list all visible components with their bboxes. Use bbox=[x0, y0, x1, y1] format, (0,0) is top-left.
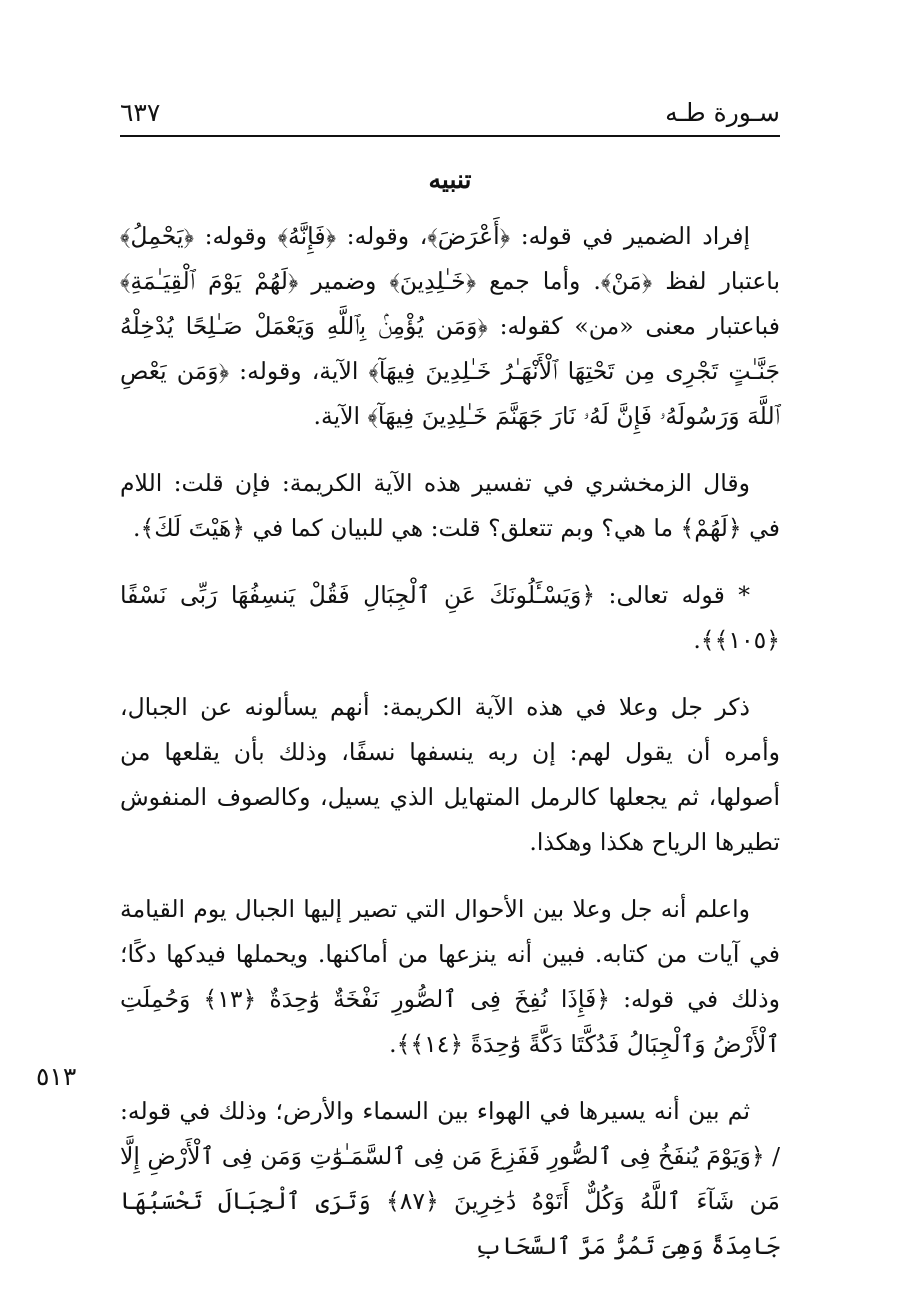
paragraph-5: ثم بين أنه يسيرها في الهواء بين السماء والأرض؛ وذلك في قوله: / ﴿وَيَوْمَ يُنفَخُ فِى ٱلصُّورِ فَفَزِعَ مَن فِى ٱلسَّمَـٰوَٰتِ وَمَن فِى ٱلْأَرْضِ إِلَّا مَن شَآءَ ٱللَّهُ وَكُلٌّ أَتَوْهُ دَٰخِرِينَ ﴿٨٧﴾ وَتَرَى ٱلْجِبَالَ تَحْسَبُهَا جَامِدَةً وَهِىَ تَمُرُّ مَرَّ ٱلسَّحَابِ bbox=[120, 1097, 780, 1260]
section-heading: تنبيه bbox=[428, 165, 472, 194]
paragraph-1: إفراد الضمير في قوله: ﴿أَعْرَضَ﴾، وقوله: ﴿فَإِنَّهُ﴾ وقوله: ﴿يَحْمِلُ﴾ باعتبار لفظ ﴿مَنْ﴾. وأما جمع ﴿خَـٰلِدِينَ﴾ وضمير ﴿لَهُمْ يَوْمَ ٱلْقِيَـٰمَةِ﴾ فباعتبار معنى «من» كقوله: ﴿وَمَن يُؤْمِنۢ بِٱللَّهِ وَيَعْمَلْ صَـٰلِحًا يُدْخِلْهُ جَنَّـٰتٍ تَجْرِى مِن تَحْتِهَا ٱلْأَنْهَـٰرُ خَـٰلِدِينَ فِيهَآ﴾ الآية، وقوله: ﴿وَمَن يَعْصِ ٱللَّهَ وَرَسُولَهُۥ فَإِنَّ لَهُۥ نَارَ جَهَنَّمَ خَـٰلِدِينَ فِيهَآ﴾ الآية. bbox=[120, 222, 780, 430]
paragraph-4: واعلم أنه جل وعلا بين الأحوال التي تصير إليها الجبال يوم القيامة في آيات من كتابه. فبين أنه ينزعها من أماكنها. ويحملها فيدكها دكًا؛ وذلك في قوله: ﴿فَإِذَا نُفِخَ فِى ٱلصُّورِ نَفْخَةٌ وَٰحِدَةٌ ﴿١٣﴾ وَحُمِلَتِ ٱلْأَرْضُ وَٱلْجِبَالُ فَدُكَّتَا دَكَّةً وَٰحِدَةً ﴿١٤﴾﴾. bbox=[120, 895, 780, 1058]
verse-paragraph: * قوله تعالى: ﴿وَيَسْـَٔلُونَكَ عَنِ ٱلْجِبَالِ فَقُلْ يَنسِفُهَا رَبِّى نَسْفًا ﴿١٠٥﴾﴾. bbox=[120, 581, 780, 654]
paragraph-2: وقال الزمخشري في تفسير هذه الآية الكريمة: فإن قلت: اللام في ﴿لَهُمْ﴾ ما هي؟ وبم تتعلق؟ قلت: هي للبيان كما في ﴿هَيْتَ لَكَ﴾. bbox=[120, 469, 780, 542]
paragraph-3: ذكر جل وعلا في هذه الآية الكريمة: أنهم يسألونه عن الجبال، وأمره أن يقول لهم: إن ربه ينسفها نسفًا، وذلك بأن يقلعها من أصولها، ثم يجعلها كالرمل المتهايل الذي يسيل، وكالصوف المنفوش تطيرها الرياح هكذا وهكذا. bbox=[120, 693, 780, 856]
book-page bbox=[120, 100, 780, 1291]
running-head bbox=[120, 100, 780, 137]
margin-page-number: ٥١٣ bbox=[36, 1062, 77, 1091]
page-number: ٦٣٧ bbox=[120, 98, 161, 127]
sura-title: سـورة طـه bbox=[665, 98, 780, 127]
